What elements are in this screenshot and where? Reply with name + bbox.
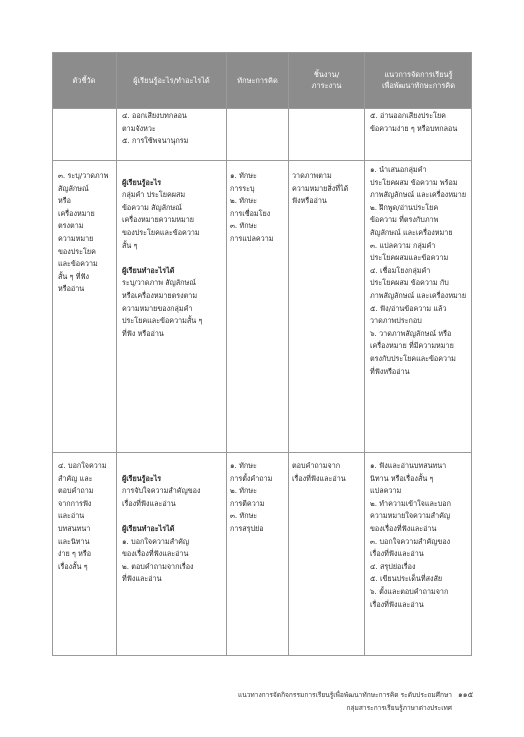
row0-activity: ๕. อ่านออกเสียงประโยค ข้อความง่าย ๆ หรือบทกลอน	[370, 111, 458, 133]
row2-do-text: ๑. บอกใจความสำคัญ ของเรื่องที่ฟังและอ่าน ๒. ตอบคำถามจากเรื่อง ที่ฟังและอ่าน	[122, 536, 194, 584]
curriculum-table	[52, 52, 472, 656]
row2-activity: ๑. ฟังและอ่านบทสนทนา นิทาน หรือเรื่องสั้น ๆ แปลความ ๒. ทำความเข้าใจและบอก ความหมายใจความสำคัญ ของเรื่องที่ฟังและอ่าน ๓. บอกใจความสำคัญของ เรื่องที่ฟังและอ่าน ๔. สรุปย่อเรื่อง ๕. เขียนประเด็นที่สงสัย ๖. ตั้งและตอบคำถามจาก เรื่องที่ฟังและอ่าน	[370, 461, 451, 609]
header-indicator: ตัวชี้วัด	[72, 75, 96, 85]
header-activities: แนวการจัดการเรียนรู้ เพื่อพัฒนาทักษะการคิด	[381, 70, 456, 90]
row2-learning	[122, 460, 224, 599]
row0-learning: ๔. ออกเสียงบทกลอน ตามจังหวะ ๕. การใช้พจนานุกรม	[122, 111, 189, 146]
row1-know-label: ผู้เรียนรู้อะไร	[122, 177, 162, 187]
column-divider	[116, 52, 117, 656]
page-number: ๑๑๕	[458, 690, 474, 699]
footer-title: แนวทางการจัดกิจกรรมการเรียนรู้เพื่อพัฒนาทักษะการคิด ระดับประถมศึกษา	[237, 691, 452, 699]
footer-subtitle: กลุ่มสาระการเรียนรู้ภาษาต่างประเทศ	[346, 704, 452, 712]
row-divider	[52, 452, 472, 453]
header-thinking-skills: ทักษะการคิด	[237, 75, 278, 85]
row2-know-label: ผู้เรียนรู้อะไร	[122, 473, 162, 483]
column-divider	[288, 52, 289, 656]
row2-do-label: ผู้เรียนทำอะไรได้	[122, 523, 175, 533]
row2-know-text: การจับใจความสำคัญของ เรื่องที่ฟังและอ่าน	[122, 486, 201, 508]
column-divider	[364, 52, 365, 656]
row1-indicator: ๓. ระบุ/วาดภาพ สัญลักษณ์ หรือ เครื่องหมาย ตรงตาม ความหมาย ของประโยค และข้อความ สั้น ๆ ที่ฟัง หรืออ่าน	[58, 171, 109, 294]
row-divider	[52, 160, 472, 161]
row1-know-text: กลุ่มคำ ประโยคผสม ข้อความ สัญลักษณ์ เครื่องหมายความหมาย ของประโยคและข้อความ สั้น ๆ	[122, 190, 200, 250]
row1-skills: ๑. ทักษะ การระบุ ๒. ทักษะ การเชื่อมโยง ๓. ทักษะ การแปลความ	[230, 171, 274, 243]
header-learning: ผู้เรียนรู้อะไร/ทำอะไรได้	[133, 75, 210, 85]
column-divider	[226, 52, 227, 656]
row1-task: วาดภาพตาม ความหมายสิ่งที่ได้ ฟังหรืออ่าน	[292, 171, 349, 206]
row-divider	[52, 108, 472, 109]
row1-do-label: ผู้เรียนทำอะไรได้	[122, 265, 175, 275]
row1-activity: ๑. นำเสนอกลุ่มคำ ประโยคผสม ข้อความ พร้อม ภาพสัญลักษณ์ และเครื่องหมาย ๒. ฝึกพูด/อ่านประโยค ข้อความ ที่ตรงกับภาพ สัญลักษณ์ และเครื่องหมาย ๓. แปลความ กลุ่มคำ ประโยคผสมและข้อความ ๔. เชื่อมโยงกลุ่มคำ ประโยคผสม ข้อความ กับ ภาพสัญลักษณ์ และเครื่องหมาย ๕. ฟัง/อ่านข้อความ แล้ว วาดภาพประกอบ ๖. วาดภาพสัญลักษณ์ หรือ เครื่องหมาย ที่มีความหมาย ตรงกับประโยคและข้อความ ที่ฟังหรืออ่าน	[370, 165, 467, 376]
row1-do-text: ระบุ/วาดภาพ สัญลักษณ์ หรือเครื่องหมายตรงตาม ความหมายของกลุ่มคำ ประโยคและข้อความสั้น ๆ ที่ฟัง หรืออ่าน	[122, 278, 203, 338]
header-task: ชิ้นงาน/ ภาระงาน	[311, 70, 342, 90]
row2-indicator: ๔. บอกใจความ สำคัญ และ ตอบคำถาม จากการฟัง และอ่าน บทสนทนา และนิทาน ง่าย ๆ หรือ เรื่องสั้น ๆ	[58, 461, 107, 571]
row1-learning	[122, 164, 224, 353]
row2-task: ตอบคำถามจาก เรื่องที่ฟังและอ่าน	[292, 461, 346, 483]
row2-skills: ๑. ทักษะ การตั้งคำถาม ๒. ทักษะ การตีความ ๓. ทักษะ การสรุปย่อ	[230, 461, 273, 533]
